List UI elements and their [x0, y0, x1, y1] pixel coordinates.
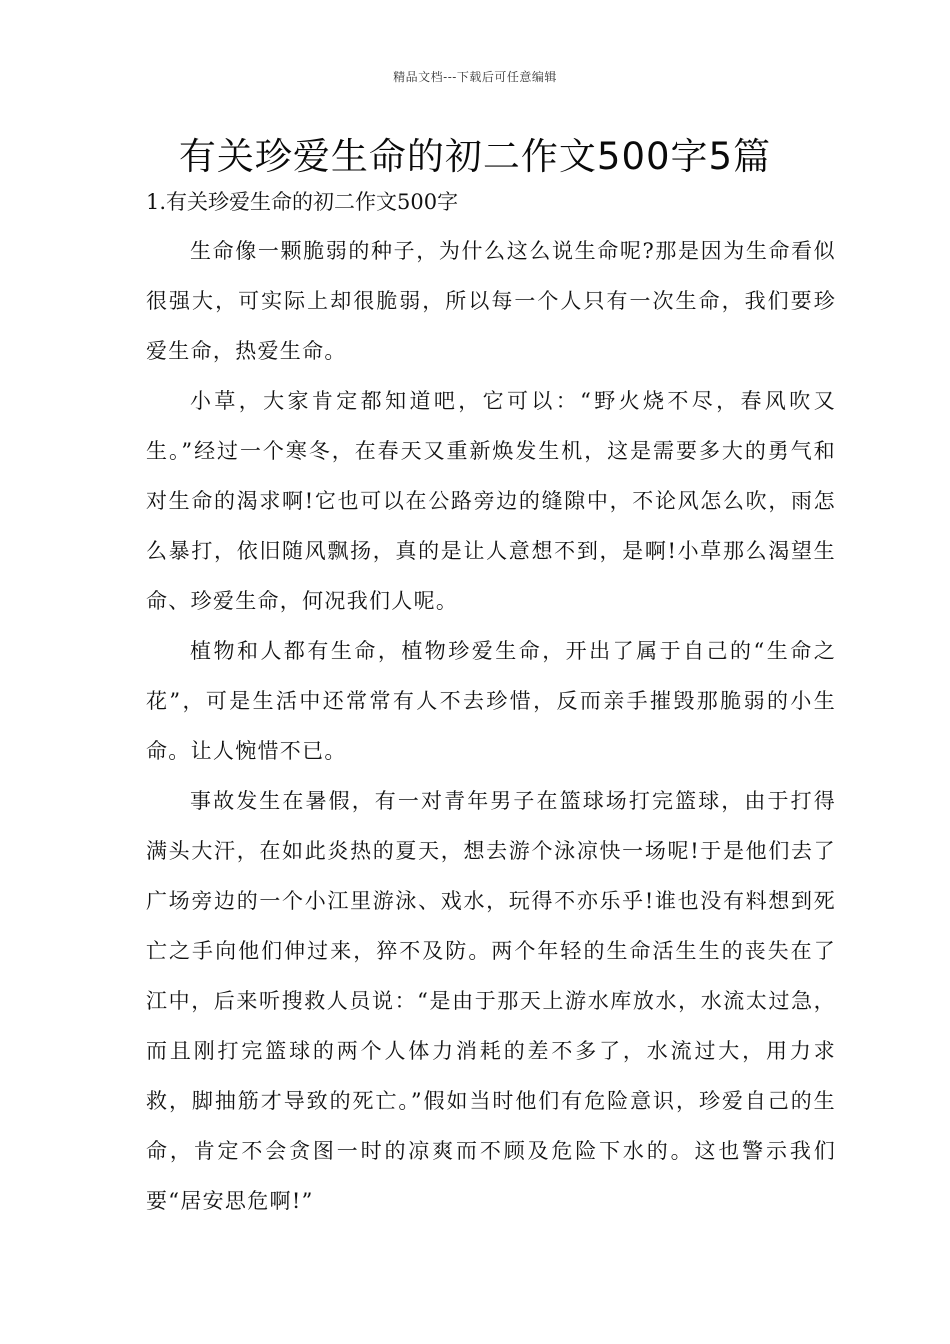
paragraph: 小草，大家肯定都知道吧，它可以：“野火烧不尽，春风吹又生。”经过一个寒冬，在春天又重新焕发生机，这是需要多大的勇气和对生命的渴求啊!它也可以在公路旁边的缝隙中，不论风怎么吹，雨怎么暴打，依旧随风飘扬，真的是让人意想不到，是啊!小草那么渴望生命、珍爱生命，何况我们人呢。	[146, 389, 836, 613]
header-note: 精品文档---下载后可任意编辑	[393, 70, 557, 84]
paragraph: 植物和人都有生命，植物珍爱生命，开出了属于自己的“生命之花”，可是生活中还常常有人不去珍惜，反而亲手摧毁那脆弱的小生命。让人惋惜不已。	[146, 639, 836, 763]
document-body	[146, 226, 836, 1226]
paragraph: 事故发生在暑假，有一对青年男子在篮球场打完篮球，由于打得满头大汗，在如此炎热的夏天，想去游个泳凉快一场呢!于是他们去了广场旁边的一个小江里游泳、戏水，玩得不亦乐乎!谁也没有料想到死亡之手向他们伸过来，猝不及防。两个年轻的生命活生生的丧失在了江中，后来听搜救人员说：“是由于那天上游水库放水，水流太过急，而且刚打完篮球的两个人体力消耗的差不多了，水流过大，用力求救，脚抽筋才导致的死亡。”假如当时他们有危险意识，珍爱自己的生命，肯定不会贪图一时的凉爽而不顾及危险下水的。这也警示我们要“居安思危啊!”	[146, 789, 836, 1213]
paragraph: 生命像一颗脆弱的种子，为什么这么说生命呢?那是因为生命看似很强大，可实际上却很脆弱，所以每一个人只有一次生命，我们要珍爱生命，热爱生命。	[146, 239, 836, 363]
section-heading: 1.有关珍爱生命的初二作文500字	[146, 190, 459, 214]
document-title: 有关珍爱生命的初二作文500字5篇	[178, 135, 772, 178]
